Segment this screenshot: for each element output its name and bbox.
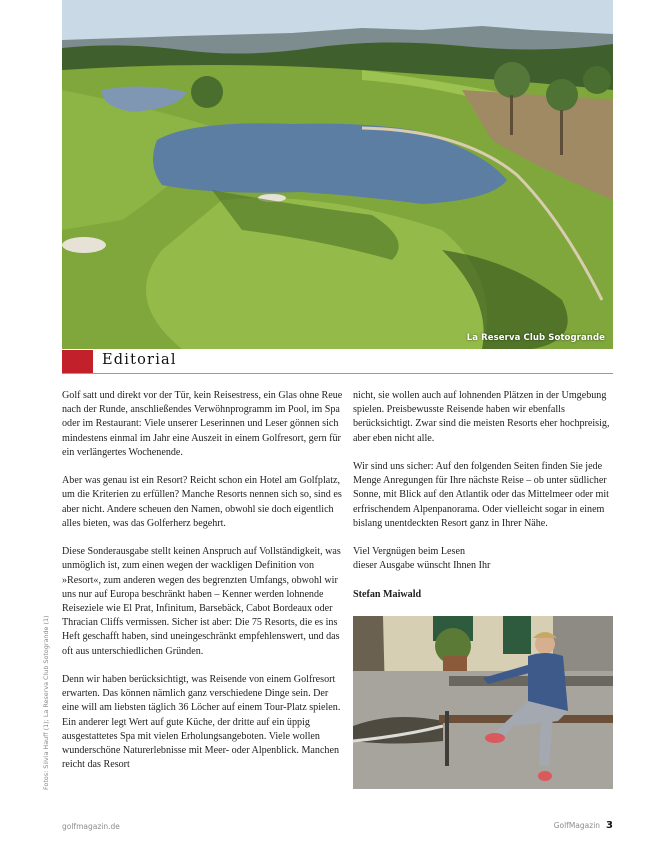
- hero-image: [62, 0, 613, 349]
- hero-caption: La Reserva Club Sotogrande: [466, 333, 605, 343]
- article-left-column: [62, 389, 346, 787]
- paragraph: Golf satt und direkt vor der Tür, kein Reisestress, ein Glas ohne Reue nach der Runde, anschließendes Verwöhnprogramm im Pool, im Spa oder im Restaurant: Viele unserer Leserinnen und Leser gönnen sich mindestens einmal im Jahr eine Auszeit in einem Golfresort, gern für ein verlängertes Wochenende.: [62, 390, 343, 458]
- page-number: 3: [606, 820, 613, 831]
- paragraph: nicht, sie wollen auch auf lohnenden Plätzen in der Umgebung spielen. Preisbewusste Reisende haben wir ebenfalls berücksichtigt. Zwar sind die meisten Resorts eher hochpreisig, aber eben nicht alle.: [353, 390, 610, 444]
- footer-magazine-name: GolfMagazin: [553, 821, 601, 830]
- paragraph: Aber was genau ist ein Resort? Reicht schon ein Hotel am Golfplatz, um die Kriterien zu erfüllen? Manche Resorts nennen sich so, sind es aber nicht. Andere scheuen den Namen, obwohl sie doch eigentlich alles bieten, was das Golferherz begehrt.: [62, 475, 342, 529]
- section-accent-block: [62, 350, 93, 373]
- photo-credit: Fotos: Silvia Hauff (1); La Reserva Club Sotogrande (1): [42, 615, 50, 790]
- closing-line: Viel Vergnügen beim Lesen: [353, 546, 465, 558]
- paragraph: Denn wir haben berücksichtigt, was Reisende von einem Golfresort erwarten. Das können nämlich ganz verschiedene Dinge sein. Der eine will am liebsten täglich 36 Löcher auf einem Tour-Platz spielen. Ein anderer legt Wert auf gute Küche, der dritte auf ein üppig ausgestattetes Spa mit vielen Erholungsangeboten. Viele wollen wunderschöne Naturerlebnisse mit Meer- oder Alpenblick. Manchen reicht das Resort: [62, 674, 341, 771]
- author-signature: Stefan Maiwald: [353, 588, 422, 600]
- section-title: Editorial: [102, 352, 177, 368]
- footer-magazine-info: [554, 820, 613, 831]
- article-right-column: [353, 389, 615, 616]
- paragraph: Diese Sonderausgabe stellt keinen Anspruch auf Vollständigkeit, was unmöglich ist, zum einen wegen der wackligen Definition von »Resort«, zum anderen wegen des begrenzten Umfangs, obwohl wir uns nur auf Europa beschränkt haben – Kenner werden lohnende Reiseziele wie El Prat, Infinitum, Barsebäck, Cabot Bordeaux oder Thracian Cliffs vermissen. Sicher ist aber: Die 75 Resorts, die es ins Heft geschafft haben, sind uneingeschränkt empfehlenswert, und das oft aus unterschiedlichen Gründen.: [62, 546, 341, 657]
- footer-website: golfmagazin.de: [62, 822, 120, 831]
- section-header: [62, 350, 613, 374]
- editor-portrait-illustration: [353, 616, 613, 789]
- paragraph: Wir sind uns sicher: Auf den folgenden Seiten finden Sie jede Menge Anregungen für Ihre nächste Reise – ob unter südlicher Sonne, mit Blick auf den Atlantik oder das Mittelmeer oder mit erfrischendem Alpenpanorama. Oder vielleicht sogar in einem bislang unentdeckten Resort ganz in Ihrer Nähe.: [353, 461, 609, 529]
- editor-photo: [353, 616, 613, 789]
- golf-course-illustration: [62, 0, 613, 349]
- closing-line: dieser Ausgabe wünscht Ihnen Ihr: [353, 560, 491, 572]
